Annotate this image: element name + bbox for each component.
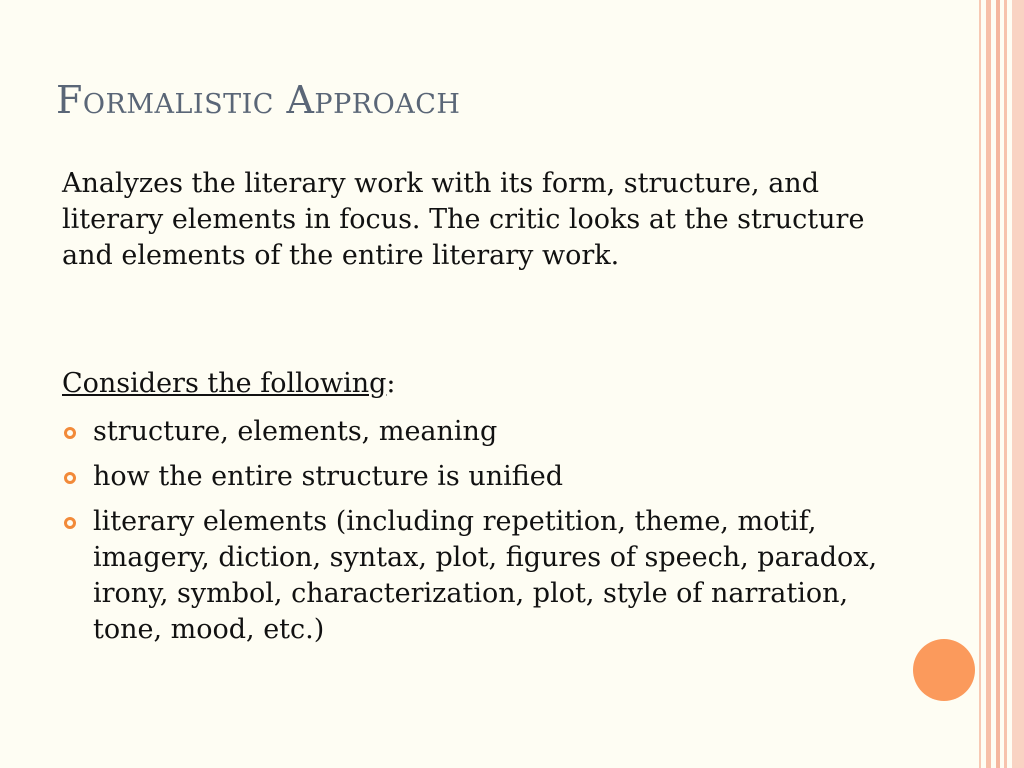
bullet-text: literary elements (including repetition, theme, motif, imagery, diction, syntax, plot, figures of speech, paradox, irony, symbol, characterization, plot, style of narration, tone, mood, etc.) bbox=[93, 506, 878, 645]
bullet-text: how the entire structure is unified bbox=[93, 461, 564, 492]
orange-ring-bullet-icon bbox=[64, 517, 76, 529]
bullet-list bbox=[62, 414, 882, 657]
list-item bbox=[62, 459, 882, 495]
decorative-stripe bbox=[1004, 0, 1007, 768]
slide-title: Formalistic Approach bbox=[56, 78, 461, 122]
list-item bbox=[62, 504, 882, 648]
list-item bbox=[62, 414, 882, 450]
decorative-stripe bbox=[1012, 0, 1024, 768]
bullet-text: structure, elements, meaning bbox=[93, 416, 498, 447]
intro-paragraph: Analyzes the literary work with its form, structure, and literary elements in focus. The critic looks at the structure and elements of the entire literary work. bbox=[62, 168, 865, 271]
orange-circle-icon bbox=[913, 639, 975, 701]
orange-ring-bullet-icon bbox=[64, 472, 76, 484]
decorative-stripe bbox=[996, 0, 1000, 768]
orange-ring-bullet-icon bbox=[64, 427, 76, 439]
decorative-stripe bbox=[986, 0, 991, 768]
considers-heading bbox=[62, 366, 396, 402]
decorative-stripe bbox=[979, 0, 981, 768]
considers-colon: : bbox=[386, 368, 396, 399]
considers-label: Considers the following bbox=[62, 368, 387, 399]
